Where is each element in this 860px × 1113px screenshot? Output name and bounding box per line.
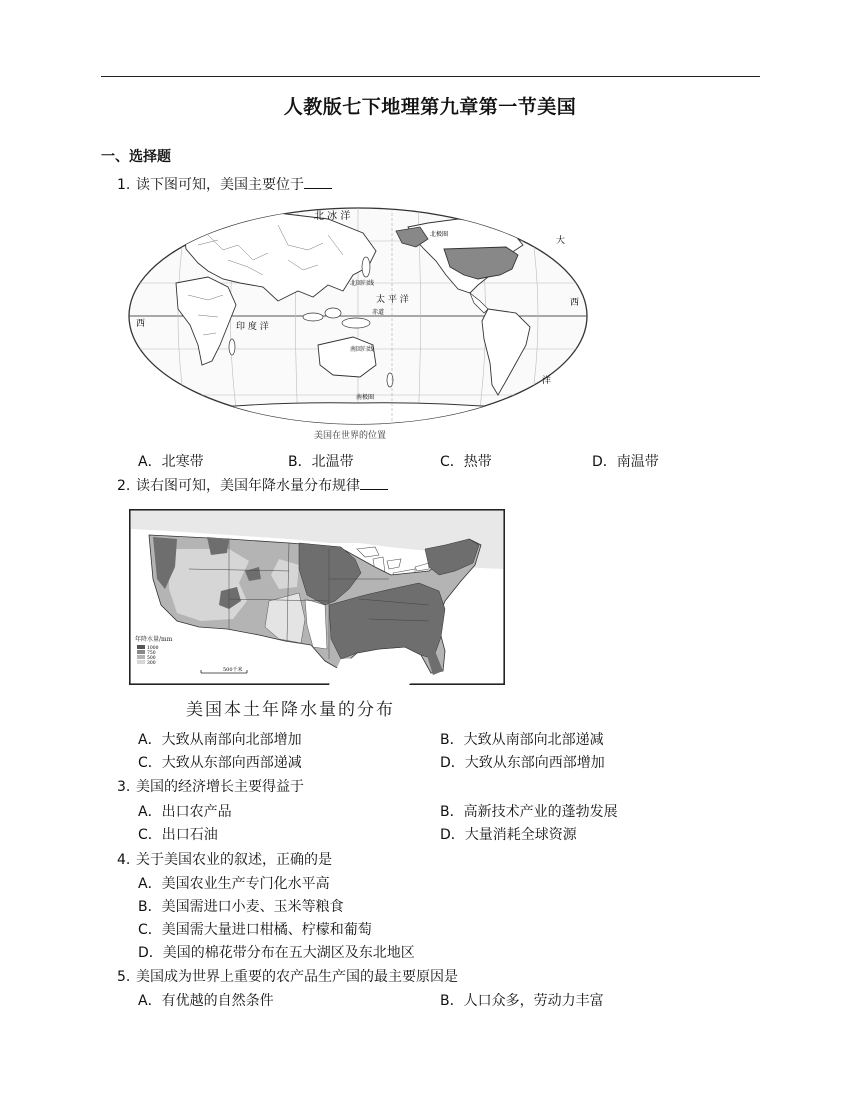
q1-option-d[interactable]: D．南温带: [592, 454, 659, 470]
page-title: 人教版七下地理第九章第一节美国: [283, 96, 577, 118]
q5-option-b[interactable]: B．人口众多，劳动力丰富: [440, 993, 604, 1009]
question-number: 4.: [117, 852, 131, 868]
indian-ocean-label: 印 度 洋: [236, 322, 269, 332]
question-text: 美国成为世界上重要的农产品生产国的最主要原因是: [136, 969, 458, 985]
q3-option-c[interactable]: C．出口石油: [138, 827, 218, 843]
question-5: [117, 968, 458, 986]
tropic-capricorn-label: 南回归线: [350, 346, 375, 353]
question-number: 1.: [117, 177, 131, 193]
atlantic-da-label: 大: [556, 236, 566, 246]
question-text: 读右图可知，美国年降水量分布规律: [136, 478, 360, 494]
legend-title: 年降水量/mm: [135, 636, 173, 643]
question-number: 2.: [117, 478, 131, 494]
equator-label: 赤道: [372, 309, 385, 316]
q4-option-c[interactable]: C．美国需大量进口柑橘、柠檬和葡萄: [138, 922, 372, 938]
q2-option-d[interactable]: D．大致从东部向西部增加: [440, 755, 605, 771]
question-text: 读下图可知，美国主要位于: [136, 177, 304, 193]
figure-2-caption: 美国本土年降水量的分布: [186, 700, 395, 720]
question-number: 5.: [117, 969, 131, 985]
precipitation-map-figure: [129, 509, 505, 685]
atlantic-yang-label: 洋: [542, 376, 552, 386]
arctic-circle-label: 北极圈: [430, 231, 449, 238]
question-1: [117, 176, 332, 194]
world-map-figure: [128, 205, 592, 427]
q2-option-c[interactable]: C．大致从东部向西部递减: [138, 755, 302, 771]
question-text: 美国的经济增长主要得益于: [136, 779, 304, 795]
question-number: 3.: [117, 779, 131, 795]
figure-1-caption: 美国在世界的位置: [314, 431, 387, 441]
q3-option-a[interactable]: A．出口农产品: [138, 804, 232, 820]
answer-blank: [360, 477, 388, 490]
legend-item: 300: [147, 661, 156, 666]
q1-option-b[interactable]: B．北温带: [288, 454, 354, 470]
question-text: 关于美国农业的叙述，正确的是: [136, 852, 332, 868]
q1-option-c[interactable]: C．热带: [440, 454, 492, 470]
q3-option-d[interactable]: D．大量消耗全球资源: [440, 827, 577, 843]
west-label: 西: [136, 319, 146, 329]
q5-option-a[interactable]: A．有优越的自然条件: [138, 993, 274, 1009]
antarctic-circle-label: 南极圈: [356, 394, 375, 401]
q2-option-a[interactable]: A．大致从南部向北部增加: [138, 732, 302, 748]
q3-option-b[interactable]: B．高新技术产业的蓬勃发展: [440, 804, 618, 820]
pacific-label: 太 平 洋: [376, 295, 409, 305]
north-ocean-label: 北 冰 洋: [314, 211, 351, 222]
legend-item: 1000: [147, 646, 159, 651]
question-2: [117, 477, 388, 495]
atlantic-xi-label: 西: [570, 298, 580, 308]
question-4: [117, 851, 332, 869]
legend-item: 750: [147, 651, 156, 656]
q4-option-b[interactable]: B．美国需进口小麦、玉米等粮食: [138, 899, 344, 915]
legend-item: 500: [147, 656, 156, 661]
q4-option-d[interactable]: D．美国的棉花带分布在五大湖区及东北地区: [138, 945, 415, 961]
q1-option-a[interactable]: A．北寒带: [138, 454, 204, 470]
q4-option-a[interactable]: A．美国农业生产专门化水平高: [138, 876, 330, 892]
answer-blank: [304, 176, 332, 189]
tropic-cancer-label: 北回归线: [350, 280, 375, 287]
question-3: [117, 778, 304, 796]
q2-option-b[interactable]: B．大致从南部向北部递减: [440, 732, 604, 748]
header-rule: [101, 76, 760, 77]
section-heading: 一、选择题: [101, 149, 171, 165]
scale-label: 500千米: [223, 667, 243, 673]
